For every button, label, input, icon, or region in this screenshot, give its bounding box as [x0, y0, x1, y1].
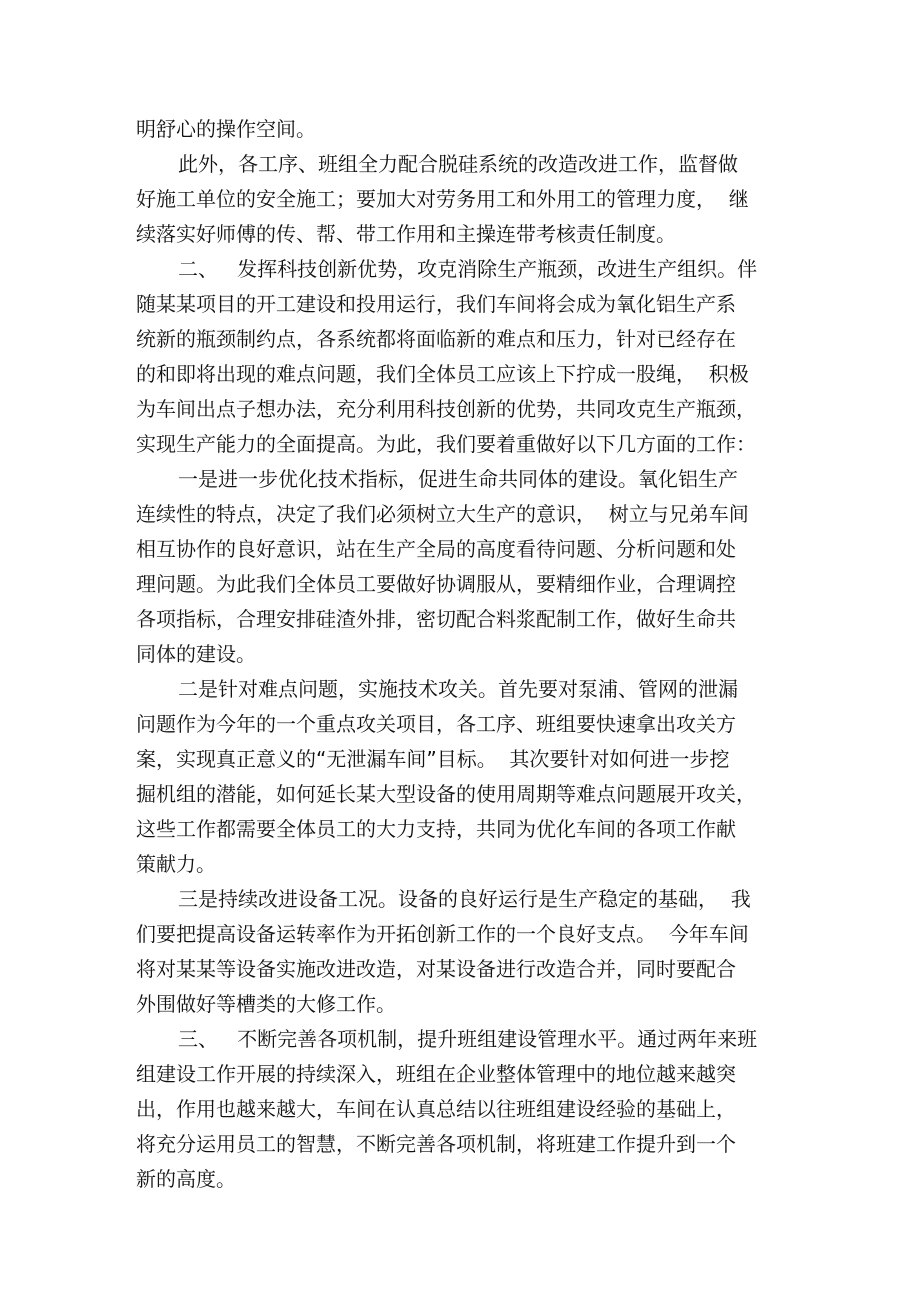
text-line: 将对某某等设备实施改进改造，对某设备进行改造合并，同时要配合: [136, 957, 736, 981]
text-line: 相互协作的良好意识，站在生产全局的高度看待问题、分析问题和处: [136, 537, 736, 561]
text-line: 这些工作都需要全体员工的大力支持，共同为优化车间的各项工作献: [136, 817, 736, 841]
text-line: 好施工单位的安全施工；要加大对劳务用工和外用工的管理力度， 继: [136, 187, 749, 211]
paragraph-start-line: 三是持续改进设备工况。设备的良好运行是生产稳定的基础， 我: [178, 887, 751, 911]
text-line: 将充分运用员工的智慧，不断完善各项机制，将班建工作提升到一个: [136, 1132, 736, 1156]
text-line: 各项指标，合理安排硅渣外排，密切配合料浆配制工作，做好生命共: [136, 607, 736, 631]
text-line: 外围做好等槽类的大修工作。: [136, 992, 396, 1016]
text-line: 续落实好师傅的传、帮、带工作用和主操连带考核责任制度。: [136, 222, 676, 246]
text-line: 连续性的特点，决定了我们必须树立大生产的意识， 树立与兄弟车间: [136, 502, 749, 526]
text-line: 统新的瓶颈制约点，各系统都将面临新的难点和压力，针对已经存在: [136, 327, 736, 351]
paragraph-start-line: 此外，各工序、班组全力配合脱硅系统的改造改进工作，监督做: [178, 152, 738, 176]
text-line: 理问题。为此我们全体员工要做好协调服从，要精细作业，合理调控: [136, 572, 736, 596]
text-line: 同体的建设。: [136, 642, 256, 666]
text-line: 明舒心的操作空间。: [136, 117, 316, 141]
section-heading-line: 二、 发挥科技创新优势，攻克消除生产瓶颈，改进生产组织。伴: [178, 257, 758, 281]
paragraph-start-line: 一是进一步优化技术指标，促进生命共同体的建设。氧化铝生产: [178, 467, 738, 491]
text-line: 掘机组的潜能，如何延长某大型设备的使用周期等难点问题展开攻关，: [136, 782, 756, 806]
text-line: 实现生产能力的全面提高。为此，我们要着重做好以下几方面的工作：: [136, 432, 756, 456]
text-line: 策献力。: [136, 852, 216, 876]
text-line: 案，实现真正意义的“无泄漏车间”目标。 其次要针对如何进一步挖: [136, 747, 730, 771]
paragraph-start-line: 二是针对难点问题，实施技术攻关。首先要对泵浦、管网的泄漏: [178, 677, 738, 701]
text-line: 为车间出点子想办法，充分利用科技创新的优势，共同攻克生产瓶颈，: [136, 397, 756, 421]
text-line: 随某某项目的开工建设和投用运行，我们车间将会成为氧化铝生产系: [136, 292, 736, 316]
section-heading-line: 三、 不断完善各项机制，提升班组建设管理水平。通过两年来班: [178, 1027, 758, 1051]
text-line: 问题作为今年的一个重点攻关项目，各工序、班组要快速拿出攻关方: [136, 712, 736, 736]
text-line: 出，作用也越来越大，车间在认真总结以往班组建设经验的基础上，: [136, 1097, 736, 1121]
text-line: 新的高度。: [136, 1167, 236, 1191]
text-line: 组建设工作开展的持续深入，班组在企业整体管理中的地位越来越突: [136, 1062, 736, 1086]
text-line: 们要把提高设备运转率作为开拓创新工作的一个良好支点。 今年车间: [136, 922, 749, 946]
text-line: 的和即将出现的难点问题，我们全体员工应该上下拧成一股绳， 积极: [136, 362, 749, 386]
